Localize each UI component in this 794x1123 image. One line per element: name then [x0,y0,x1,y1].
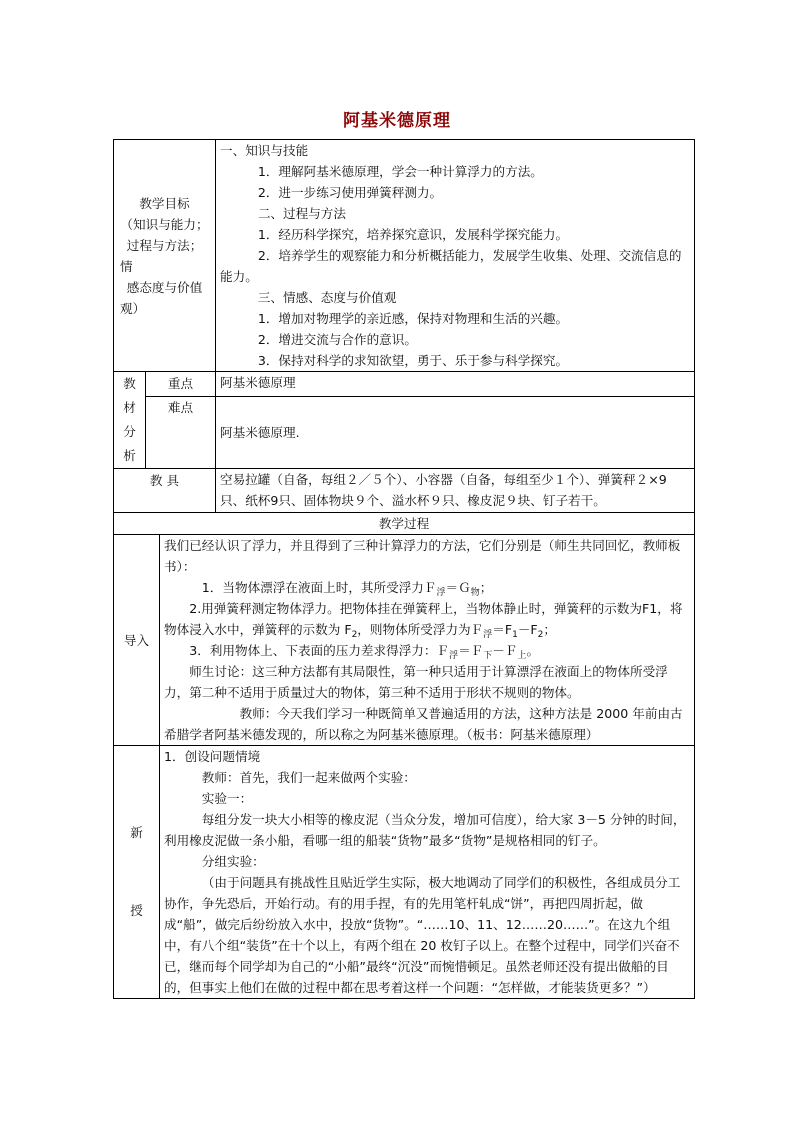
goals-content-cell [216,140,695,372]
new-paragraph: 分组实验： [201,854,265,869]
intro-discussion: 师生讨论：这三种方法都有其局限性，第一种只适用于计算漂浮在液面上的物体所受浮力，第二种不适用于质量过大的物体，第三种不适用于形状不规则的物体。 [164,664,668,700]
goals-label-line: 观） [120,300,146,316]
intro-text: ＝Ｇ [445,580,471,595]
goal-heading: 一、知识与技能 [220,143,309,158]
tools-row [114,469,695,513]
goals-row [114,140,695,372]
new-teaching-content [160,746,695,999]
intro-paragraph: 我们已经认识了浮力，并且得到了三种计算浮力的方法，它们分别是（师生共同回忆，教师板书）： [164,538,681,574]
intro-text: 。 [526,643,540,658]
goals-label-line: 感态度与价值 [126,279,203,295]
new-paragraph: （由于问题具有挑战性且贴近学生实际，极大地调动了同学们的积极性，各组成员分工协作，争先恐后，开始行动。有的用手捏，有的先用笔杆轧成“饼”，再把四周折起，做成“船”，做完后纷纷放入水中，投放“货物”。“……10、11、12……20……”。在这九个组中，有八个组“装货”在十个以上，有两个组在 20 枚钉子以上。在整个过程中，同学们兴奋不已，继而每个同学却为自己的“小船”最终“沉没”而惋惜顿足。虽然老师还没有提出做船的目的，但事实上他们在做的过程中都在思考着这样一个问题：“怎样做，才能装货更多？”） [164,875,681,995]
intro-method-2 [164,598,690,640]
intro-sub: 1 [512,630,518,640]
intro-sub: 2 [537,630,544,640]
intro-sub: 2 [351,630,358,640]
intro-text: ，则物体所受浮力为Ｆ [357,622,484,637]
goals-label-line: 情 [120,258,133,274]
intro-text: －Ｆ [492,643,518,658]
process-heading: 教学过程 [114,513,695,535]
tools-text: 空易拉罐（自备，每组２／５个）、小容器（自备，每组至少１个）、弹簧秤２×9只、纸杯9只、固体物块９个、溢水杯９只、橡皮泥９块、钉子若干。 [216,469,695,513]
new-paragraph: 实验一： [201,791,253,806]
intro-sub: 物 [470,588,480,598]
intro-teacher: 教师：今天我们学习一种既简单又普遍适用的方法，这种方法是 2000 年前由古希腊学者阿基米德发现的，所以称之为阿基米德原理。（板书：阿基米德原理） [164,706,683,742]
intro-text: －F [517,622,538,637]
intro-text: ； [479,580,493,595]
intro-content [160,535,695,746]
intro-text: ； [543,622,556,637]
goals-label-line: 教学目标 [139,195,190,211]
goal-item: 2．进一步练习使用弹簧秤测力。 [257,185,443,200]
tools-label: 教 具 [114,469,216,513]
key-value: 阿基米德原理 [216,372,695,397]
analysis-label-cell [114,372,146,469]
goals-label-cell [114,140,216,372]
new-label-cell [114,746,160,999]
intro-text: ＝F [492,622,513,637]
goal-heading: 二、过程与方法 [257,206,346,221]
new-label-gap [114,846,159,898]
goal-item: 1．增加对物理学的亲近感，保持对物理和生活的兴趣。 [257,311,569,326]
intro-label: 导入 [114,535,160,746]
goal-item: 3．保持对科学的求知欲望，勇于、乐于参与科学探究。 [257,353,569,368]
intro-text: 1．当物体漂浮在液面上时，其所受浮力Ｆ [201,580,437,595]
analysis-label-char: 教 [123,376,136,391]
intro-text: 3．利用物体上、下表面的压力差求得浮力：Ｆ [189,643,450,658]
new-paragraph: 教师：首先，我们一起来做两个实验： [201,770,416,785]
intro-method-3 [164,640,690,661]
process-heading-row [114,513,695,535]
new-paragraph: 每组分发一块大小相等的橡皮泥（当众分发，增加可信度），给大家 3－5 分钟的时间，利用橡皮泥做一条小船，看哪一组的船装“货物”最多“货物”是规格相同的钉子。 [164,812,686,848]
new-label-char: 授 [130,903,143,918]
goal-item: 1．经历科学探究，培养探究意识，发展科学探究能力。 [257,227,569,242]
goals-label-line: （知识与能力； [120,216,209,232]
intro-method-1 [164,577,690,598]
intro-row [114,535,695,746]
difficulty-label: 难点 [146,396,216,468]
goal-heading: 三、情感、态度与价值观 [257,290,397,305]
difficulty-value: 阿基米德原理. [216,396,695,468]
key-label: 重点 [146,372,216,397]
goal-item: 1．理解阿基米德原理，学会一种计算浮力的方法。 [257,164,543,179]
page-title: 阿基米德原理 [343,111,451,131]
new-label-char: 新 [130,825,143,840]
analysis-label-char: 析 [123,448,136,463]
analysis-key-row [114,372,695,397]
intro-sub: 浮 [449,651,459,661]
new-step: 1．创设问题情境 [164,749,261,764]
intro-text: 2.用弹簧秤测定物体浮力。把物体挂在弹簧秤上，当物体静止时，弹簧秤的示数为F1，将物体浸入水中，弹簧秤的示数为 F [164,601,683,637]
intro-text: ＝Ｆ [458,643,484,658]
intro-sub: 下 [483,651,493,661]
goal-item: 2．增进交流与合作的意识。 [257,332,417,347]
intro-sub: 浮 [483,630,493,640]
lesson-plan-table [113,139,695,999]
new-teaching-row [114,746,695,999]
analysis-label-char: 材 [123,400,136,415]
goals-label-line: 过程与方法； [126,237,203,253]
intro-sub: 浮 [436,588,446,598]
analysis-label-char: 分 [123,424,136,439]
analysis-difficulty-row [114,396,695,468]
goal-item: 2．培养学生的观察能力和分析概括能力，发展学生收集、处理、交流信息的能力。 [220,248,682,284]
intro-sub: 上 [517,651,527,661]
